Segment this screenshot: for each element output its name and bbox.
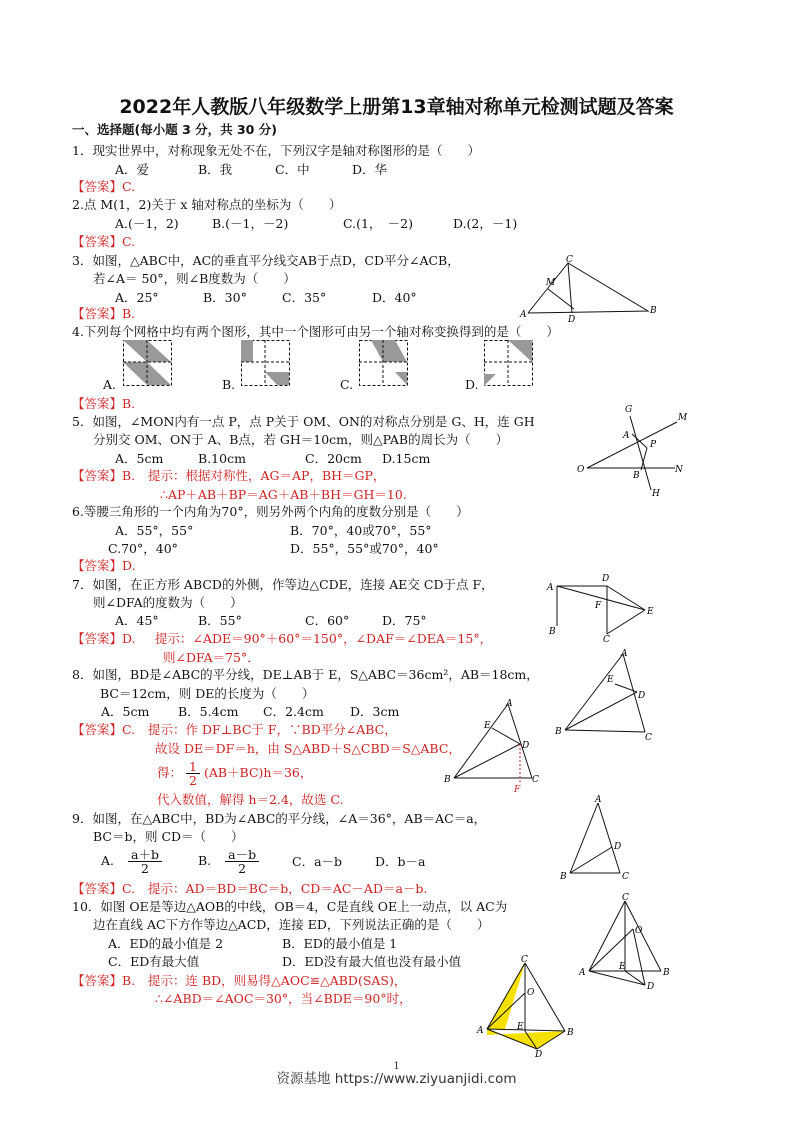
svg-text:M: M <box>678 413 688 423</box>
q10-option-a: A．ED的最小值是 2 <box>108 936 224 951</box>
svg-text:C: C <box>603 635 610 645</box>
q5-option-d: D.15cm <box>382 451 431 466</box>
q8-hint-line4: 代入数值，解得 h＝2.4，故选 C. <box>157 792 344 807</box>
svg-text:E: E <box>484 721 491 731</box>
svg-text:P: P <box>650 440 657 450</box>
q9-option-a-denominator: 2 <box>141 861 149 876</box>
q9-hint: 提示：AD＝BD＝BC＝b，CD＝AC－AD＝a－b. <box>148 881 428 896</box>
page-title: 2022年人教版八年级数学上册第13章轴对称单元检测试题及答案 <box>119 96 674 118</box>
q5-stem-line2: 分别交 OM、ON于 A、B点，若 GH＝10cm，则△PAB的周长为（ ） <box>93 432 509 447</box>
q5-answer: 【答案】B. <box>72 468 136 483</box>
q5-stem-line1: 5．如图，∠MON内有一点 P，点 P关于 OM、ON的对称点分别是 G、H，连 GH <box>72 414 535 429</box>
q2-option-d: D.(2，－1) <box>453 216 518 231</box>
svg-text:B: B <box>663 968 670 978</box>
q1-answer: 【答案】C. <box>72 179 136 194</box>
q2-stem: 2.点 M(1，2)关于 x 轴对称点的坐标为（ ） <box>72 197 342 212</box>
q4-grid-d <box>484 340 534 387</box>
q6-option-c: C.70°，40° <box>108 541 178 556</box>
q4-answer: 【答案】B. <box>72 396 136 411</box>
q9-option-d: D．b－a <box>375 854 426 869</box>
q1-option-a: A．爱 <box>115 162 150 177</box>
q6-option-d: D．55°，55°或70°，40° <box>290 541 439 556</box>
q8-hint3-lead: 得： <box>157 765 183 780</box>
svg-text:D: D <box>522 741 530 751</box>
svg-text:C: C <box>622 893 629 903</box>
svg-text:O: O <box>635 926 643 936</box>
q4-option-b: B. <box>222 377 236 392</box>
svg-text:A: A <box>621 649 628 659</box>
q9-option-b-label: B. <box>198 853 212 868</box>
svg-text:M: M <box>546 278 556 288</box>
q2-answer: 【答案】C. <box>72 234 136 249</box>
q3-stem-line1: 3．如图，△ABC中，AC的垂直平分线交AB于点D，CD平分∠ACB， <box>72 253 460 268</box>
q9-option-b-numerator: a－b <box>225 848 259 862</box>
q9-option-b-denominator: 2 <box>238 861 247 876</box>
svg-text:E: E <box>607 675 614 685</box>
svg-text:C: C <box>566 255 573 265</box>
q7-answer: 【答案】D. <box>72 631 136 646</box>
svg-text:A: A <box>547 583 554 593</box>
svg-text:E: E <box>647 607 654 617</box>
svg-text:B: B <box>549 627 556 637</box>
q10-stem-line1: 10．如图 OE是等边△AOB的中线，OB＝4，C是直线 OE上一动点，以 AC为 <box>72 899 508 914</box>
svg-text:B: B <box>567 1028 574 1038</box>
q3-answer: 【答案】B. <box>72 306 136 321</box>
q10-figure-top <box>575 893 685 991</box>
q8-figure-top <box>555 648 655 743</box>
q9-answer: 【答案】C. <box>72 881 136 896</box>
svg-text:D: D <box>638 691 646 701</box>
q3-option-a: A．25° <box>115 290 159 305</box>
q5-option-c: C．20cm <box>305 451 362 466</box>
page-number: 1 <box>393 1061 400 1072</box>
q3-figure <box>520 255 655 323</box>
svg-text:D: D <box>614 842 622 852</box>
q6-answer: 【答案】D. <box>72 558 136 573</box>
q7-hint-line2: 则∠DFA＝75°． <box>163 650 260 665</box>
q8-option-a: A．5cm <box>101 704 150 719</box>
section-heading: 一、选择题(每小题 3 分，共 30 分) <box>72 122 277 137</box>
q3-stem-line2: 若∠A＝ 50°，则∠B度数为（ ） <box>93 271 296 286</box>
svg-text:A: A <box>623 431 630 441</box>
svg-text:B: B <box>444 775 451 785</box>
q10-option-d: D．ED没有最大值也没有最小值 <box>282 954 462 969</box>
q4-grid-b <box>241 340 291 387</box>
q9-option-a-numerator: a＋b <box>128 848 162 862</box>
q1-option-d: D．华 <box>352 162 388 177</box>
q5-figure <box>575 402 688 500</box>
svg-text:O: O <box>577 465 585 475</box>
q7-option-c: C．60° <box>305 613 350 628</box>
svg-text:A: A <box>520 310 527 320</box>
q5-hint-line2: ∴AP＋AB＋BP＝AG＋AB＋BH＝GH＝10. <box>160 487 407 502</box>
q9-option-a <box>101 848 166 875</box>
q8-stem-line1: 8．如图，BD是∠ABC的平分线，DE⊥AB于 E，S△ABC＝36cm²，AB＝18cm， <box>72 667 539 682</box>
q10-figure-bottom <box>475 953 585 1060</box>
svg-text:B: B <box>555 727 562 737</box>
q5-option-a: A．5cm <box>115 451 164 466</box>
q8-hint3-denominator: 2 <box>189 773 197 788</box>
q8-hint-line3 <box>157 760 312 787</box>
q4-option-a: A. <box>103 377 117 392</box>
svg-text:O: O <box>527 988 535 998</box>
svg-text:B: B <box>633 471 640 481</box>
svg-text:B: B <box>650 306 657 316</box>
q10-hint-line1: 提示：连 BD，则易得△AOC≌△ABD(SAS)， <box>148 973 407 988</box>
svg-text:A: A <box>506 699 513 709</box>
q1-stem: 1．现实世界中，对称现象无处不在，下列汉字是轴对称图形的是（ ） <box>72 143 480 158</box>
q8-stem-line2: BC＝12cm，则 DE的长度为（ ） <box>100 686 315 701</box>
svg-text:E: E <box>517 1022 524 1032</box>
q8-hint3-tail: (AB＋BC)h＝36， <box>203 765 313 780</box>
q5-hint-line1: 提示：根据对称性，AG＝AP，BH＝GP， <box>148 468 386 483</box>
q4-grid-a <box>123 340 173 387</box>
q8-figure-bottom <box>444 698 544 793</box>
q9-stem-line1: 9．如图，在△ABC中，BD为∠ABC的平分线，∠A＝36°，AB＝AC＝a， <box>72 811 487 826</box>
q2-option-c: C.(1， －2) <box>343 216 414 231</box>
q8-option-d: D．3cm <box>350 704 400 719</box>
q9-option-b <box>198 848 263 875</box>
svg-text:C: C <box>645 733 652 743</box>
q7-stem-line1: 7．如图，在正方形 ABCD的外侧，作等边△CDE，连接 AE交 CD于点 F， <box>72 577 494 592</box>
q9-figure <box>560 793 640 883</box>
svg-text:C: C <box>532 775 539 785</box>
q7-hint-line1: 提示：∠ADE＝90°＋60°＝150°，∠DAF＝∠DEA＝15°， <box>155 631 493 646</box>
q6-stem: 6.等腰三角形的一个内角为70°，则另外两个内角的度数分别是（ ） <box>72 504 469 519</box>
svg-text:A: A <box>595 795 602 805</box>
q6-option-a: A．55°，55° <box>115 523 194 538</box>
svg-text:D: D <box>602 574 610 584</box>
q8-option-b: B．5.4cm <box>178 704 239 719</box>
q10-stem-line2: 边在直线 AC下方作等边△ACD，连接 ED，下列说法正确的是（ ） <box>93 917 490 932</box>
svg-text:A: A <box>579 968 586 978</box>
svg-text:A: A <box>477 1026 484 1036</box>
svg-text:N: N <box>675 465 683 475</box>
q4-stem: 4.下列每个网格中均有两个图形，其中一个图形可由另一个轴对称变换得到的是（ ） <box>72 324 559 339</box>
q10-hint-line2: ∴∠ABD＝∠AOC＝30°，当∠BDE＝90°时， <box>155 991 412 1006</box>
q7-option-d: D．75° <box>382 613 427 628</box>
q5-option-b: B.10cm <box>198 451 246 466</box>
q10-option-b: B．ED的最小值是 1 <box>282 936 398 951</box>
q8-hint-line1: 提示：作 DF⊥BC于 F，∵BD平分∠ABC， <box>148 722 397 737</box>
footer-watermark: 资源基地 https://www.ziyuanjidi.com <box>276 1071 517 1087</box>
svg-text:H: H <box>652 489 660 499</box>
svg-text:C: C <box>622 872 629 882</box>
q3-option-d: D．40° <box>372 290 417 305</box>
q7-option-a: A．45° <box>115 613 159 628</box>
svg-text:D: D <box>535 1050 543 1060</box>
svg-text:E: E <box>619 962 626 972</box>
q9-option-c: C．a－b <box>292 854 343 869</box>
q9-option-a-label: A. <box>101 853 115 868</box>
q8-hint3-numerator: 1 <box>186 760 200 774</box>
q2-option-a: A.(－1，2) <box>115 216 179 231</box>
svg-text:D: D <box>568 315 576 325</box>
q7-option-b: B．55° <box>198 613 242 628</box>
q1-option-b: B．我 <box>198 162 233 177</box>
svg-text:F: F <box>595 601 602 611</box>
q8-answer: 【答案】C. <box>72 722 136 737</box>
q10-option-c: C．ED有最大值 <box>108 954 200 969</box>
q4-option-d: D. <box>465 377 479 392</box>
q4-option-c: C. <box>340 377 354 392</box>
q3-option-b: B．30° <box>203 290 247 305</box>
q4-grid-c <box>359 340 409 387</box>
q3-option-c: C．35° <box>282 290 327 305</box>
q7-stem-line2: 则∠DFA的度数为（ ） <box>93 595 243 610</box>
q2-option-b: B.(－1，－2) <box>212 216 289 231</box>
q7-figure <box>545 572 660 644</box>
svg-text:C: C <box>521 955 528 965</box>
svg-text:G: G <box>625 405 633 415</box>
svg-text:B: B <box>560 872 567 882</box>
q8-option-c: C．2.4cm <box>263 704 324 719</box>
svg-text:F: F <box>514 785 521 795</box>
q6-option-b: B．70°，40或70°，55° <box>290 523 432 538</box>
q9-stem-line2: BC＝b，则 CD＝（ ） <box>93 829 244 844</box>
q10-answer: 【答案】B. <box>72 973 136 988</box>
q8-hint-line2: 故设 DE＝DF＝h，由 S△ABD＋S△CBD＝S△ABC， <box>155 741 461 756</box>
q1-option-c: C．中 <box>275 162 310 177</box>
svg-text:D: D <box>647 982 655 992</box>
